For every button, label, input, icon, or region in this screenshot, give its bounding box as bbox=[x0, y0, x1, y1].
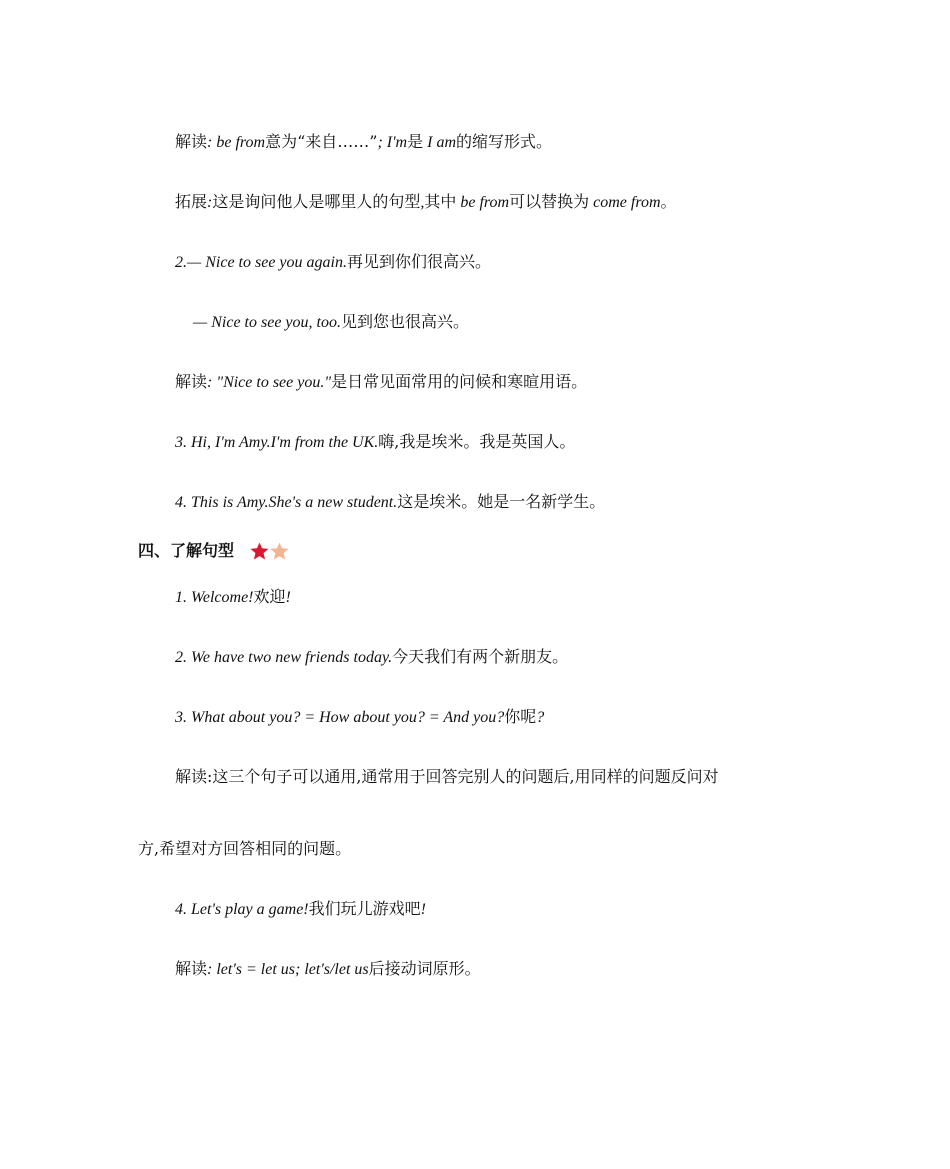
text-line-usage-explanation-cont: 方,希望对方回答相同的问题。 bbox=[138, 839, 352, 858]
star-half-icon bbox=[270, 542, 289, 560]
text-line-greeting-explanation: 解读: "Nice to see you."是日常见面常用的问候和寒暄用语。 bbox=[175, 372, 588, 391]
text-line-new-friends: 2. We have two new friends today.今天我们有两个新朋友。 bbox=[175, 647, 569, 666]
text-line-hi-im-amy: 3. Hi, I'm Amy.I'm from the UK.嗨,我是埃米。我是英国人。 bbox=[175, 432, 576, 451]
text-line-welcome: 1. Welcome!欢迎! bbox=[175, 587, 291, 606]
text-line-this-is-amy: 4. This is Amy.She's a new student.这是埃米。她是一名新学生。 bbox=[175, 492, 606, 511]
section-heading bbox=[138, 540, 289, 562]
difficulty-stars bbox=[250, 542, 289, 560]
text-line-lets-explanation: 解读: let's = let us; let's/let us后接动词原形。 bbox=[175, 959, 481, 978]
star-full-icon bbox=[250, 542, 269, 560]
text-line-nice-to-see-you-again: 2.— Nice to see you again.再见到你们很高兴。 bbox=[175, 252, 491, 271]
text-line-nice-to-see-you-too: — Nice to see you, too.见到您也很高兴。 bbox=[193, 312, 469, 331]
text-line-be-from: 解读: be from意为“来自……”; I'm是 I am的缩写形式。 bbox=[175, 132, 553, 151]
text-line-usage-explanation: 解读:这三个句子可以通用,通常用于回答完别人的问题后,用同样的问题反问对 bbox=[175, 767, 719, 786]
text-line-what-about-you: 3. What about you? = How about you? = And you?你呢? bbox=[175, 707, 545, 726]
text-line-lets-play: 4. Let's play a game!我们玩儿游戏吧! bbox=[175, 899, 426, 918]
section-title: 四、了解句型 bbox=[138, 541, 235, 560]
text-line-extension: 拓展:这是询问他人是哪里人的句型,其中 be from可以替换为 come from。 bbox=[175, 192, 677, 211]
